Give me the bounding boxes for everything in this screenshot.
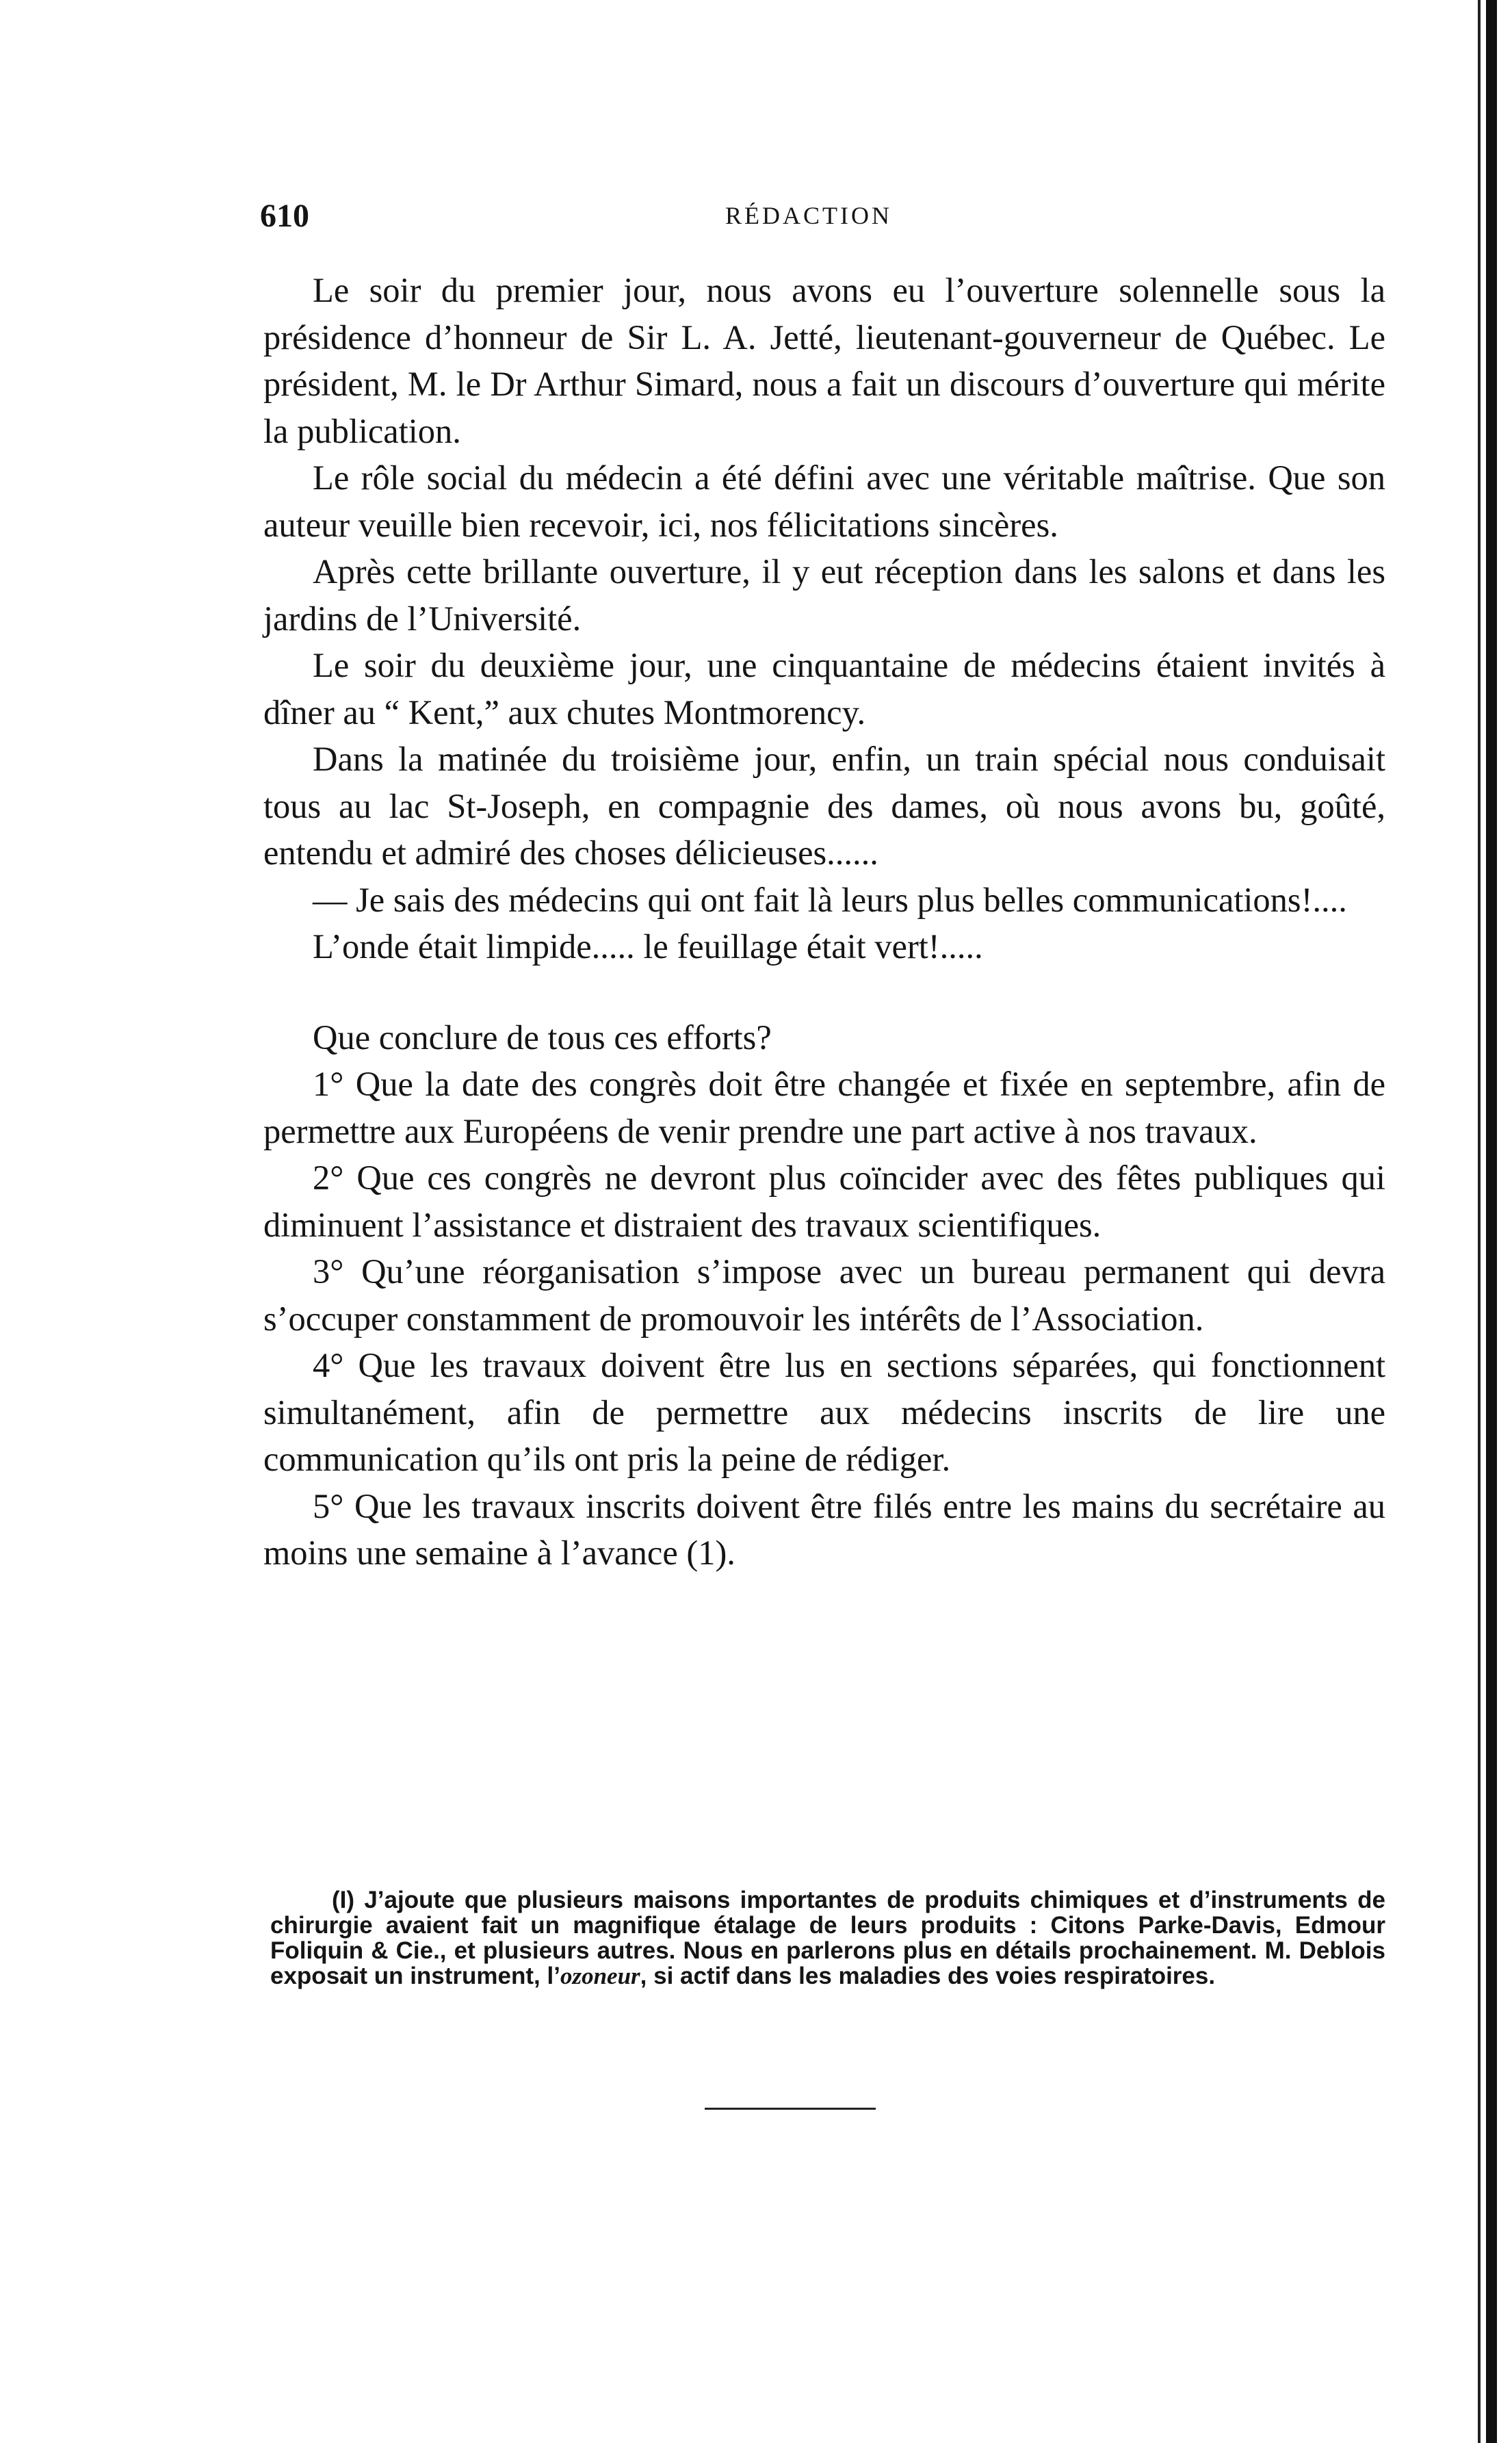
footnote: [270, 1887, 1385, 1989]
footnote-text-end: , si actif dans les maladies des voies respiratoires.: [640, 1963, 1216, 1989]
paragraph-communications: — Je sais des médecins qui ont fait là leurs plus belles communications!....: [313, 880, 1347, 919]
paragraph-conclusion-question: Que conclure de tous ces efforts?: [313, 1018, 772, 1057]
page-edge-border: [1486, 0, 1497, 2443]
footnote-text-start: (I) J’ajoute que plusieurs maisons importantes de produits chimiques et d’instruments de chirurgie avaient fait un magnifique étalage de leurs produits : Citons Parke-Davis, Edmour Foliquin & Cie., et plusieurs autres. Nous en parlerons plus en détails prochainement. M. Deblois exposait un instrument, l’: [270, 1887, 1385, 1989]
page-number: 610: [260, 198, 309, 234]
paragraph-onde: L’onde était limpide..... le feuillage était vert!.....: [313, 927, 983, 966]
footnote-text: [270, 1887, 1385, 1989]
conclusion-item-4: 4° Que les travaux doivent être lus en sections séparées, qui fonctionnent simultanément, afin de permettre aux médecins inscrits de lire une communication qu’ils ont pris la peine de rédiger.: [263, 1346, 1385, 1478]
paragraph-reception: Après cette brillante ouverture, il y eut réception dans les salons et dans les jardins de l’Université.: [263, 552, 1385, 638]
conclusion-item-3: 3° Qu’une réorganisation s’impose avec un bureau permanent qui devra s’occuper constamment de promouvoir les intérêts de l’Association.: [263, 1252, 1385, 1338]
page-edge-shadow: [1478, 0, 1481, 2443]
conclusion-item-5: 5° Que les travaux inscrits doivent être filés entre les mains du secrétaire au moins une semaine à l’avance (1).: [263, 1486, 1385, 1572]
paragraph-excursion: Dans la matinée du troisième jour, enfin, un train spécial nous conduisait tous au lac St-Joseph, en compagnie des dames, où nous avons bu, goûté, entendu et admiré des choses délicieuses......: [263, 740, 1385, 872]
paragraph-opening-ceremony: Le soir du premier jour, nous avons eu l’ouverture solennelle sous la présidence d’honneur de Sir L. A. Jetté, lieutenant-gouverneur de Québec. Le président, M. le Dr Arthur Simard, nous a fait un discours d’ouverture qui mérite la publication.: [263, 271, 1385, 450]
footnote-italic-term: ozoneur: [560, 1963, 640, 1989]
running-head: RÉDACTION: [725, 202, 892, 229]
paragraph-social-role: Le rôle social du médecin a été défini avec une véritable maîtrise. Que son auteur veuille bien recevoir, ici, nos félicitations sincères.: [263, 458, 1385, 544]
body-text: [263, 267, 1385, 1577]
page-header: [260, 197, 1423, 238]
conclusion-item-2: 2° Que ces congrès ne devront plus coïncider avec des fêtes publiques qui diminuent l’assistance et distraient des travaux scientifiques.: [263, 1159, 1385, 1244]
conclusion-item-1: 1° Que la date des congrès doit être changée et fixée en septembre, afin de permettre aux Européens de venir prendre une part active à nos travaux.: [263, 1065, 1385, 1150]
end-rule: [705, 2108, 876, 2110]
paragraph-dinner: Le soir du deuxième jour, une cinquantaine de médecins étaient invités à dîner au “ Kent,” aux chutes Montmorency.: [263, 646, 1385, 732]
